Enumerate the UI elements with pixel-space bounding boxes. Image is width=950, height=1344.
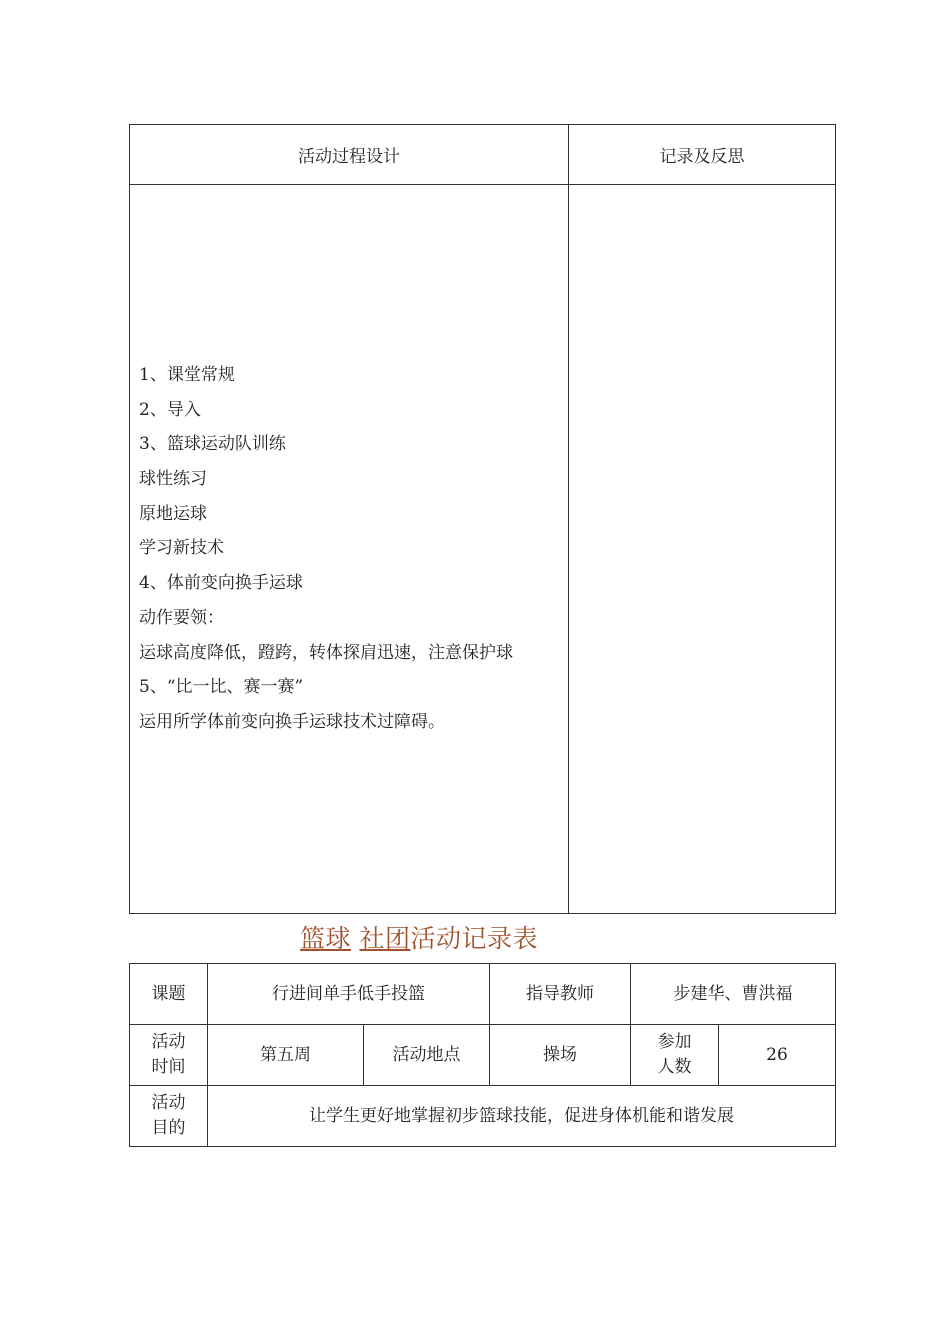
step-line: 2、导入: [139, 399, 201, 420]
record-sheet-title: [300, 919, 538, 955]
goal-label: 活动 目的: [130, 1086, 208, 1147]
step-line: 1、课堂常规: [139, 365, 235, 385]
record-reflection-header: 记录及反思: [569, 125, 836, 185]
process-design-header: 活动过程设计: [130, 125, 569, 185]
step-line: 运用所学体前变向换手运球技术过障碍。: [139, 711, 445, 732]
topic-value: 行进间单手低手投篮: [208, 964, 490, 1025]
record-reflection-cell: [569, 185, 836, 914]
step-line: 运球高度降低，蹬跨，转体探肩迅速，注意保护球: [139, 642, 513, 663]
goal-value: 让学生更好地掌握初步篮球技能，促进身体机能和谐发展: [208, 1086, 836, 1147]
process-design-cell: [130, 185, 569, 914]
place-label: 活动地点: [364, 1025, 490, 1086]
step-line: 球性练习: [139, 469, 207, 490]
step-line: 5、“比一比、赛一赛”: [139, 677, 304, 698]
step-line: 原地运球: [139, 503, 207, 524]
teacher-label: 指导教师: [490, 964, 631, 1025]
title-rest: 活动记录表: [410, 924, 538, 953]
activity-process-table: [129, 124, 836, 914]
process-steps-list: [130, 358, 568, 740]
step-line: 动作要领：: [139, 607, 224, 628]
time-value: 第五周: [208, 1025, 364, 1086]
step-line: 3、篮球运动队训练: [139, 434, 286, 455]
time-label: 活动 时间: [130, 1025, 208, 1086]
activity-record-table: [129, 963, 836, 1147]
place-value: 操场: [490, 1025, 631, 1086]
step-line: 学习新技术: [139, 538, 224, 559]
topic-label: 课题: [130, 964, 208, 1025]
title-club: 社团: [359, 924, 411, 953]
title-basketball: 篮球: [300, 924, 352, 953]
participant-count-value: 26: [719, 1025, 836, 1086]
participant-count-label: 参加 人数: [631, 1025, 719, 1086]
teacher-value: 步建华、曹洪福: [631, 964, 836, 1025]
step-line: 4、体前变向换手运球: [139, 573, 303, 594]
